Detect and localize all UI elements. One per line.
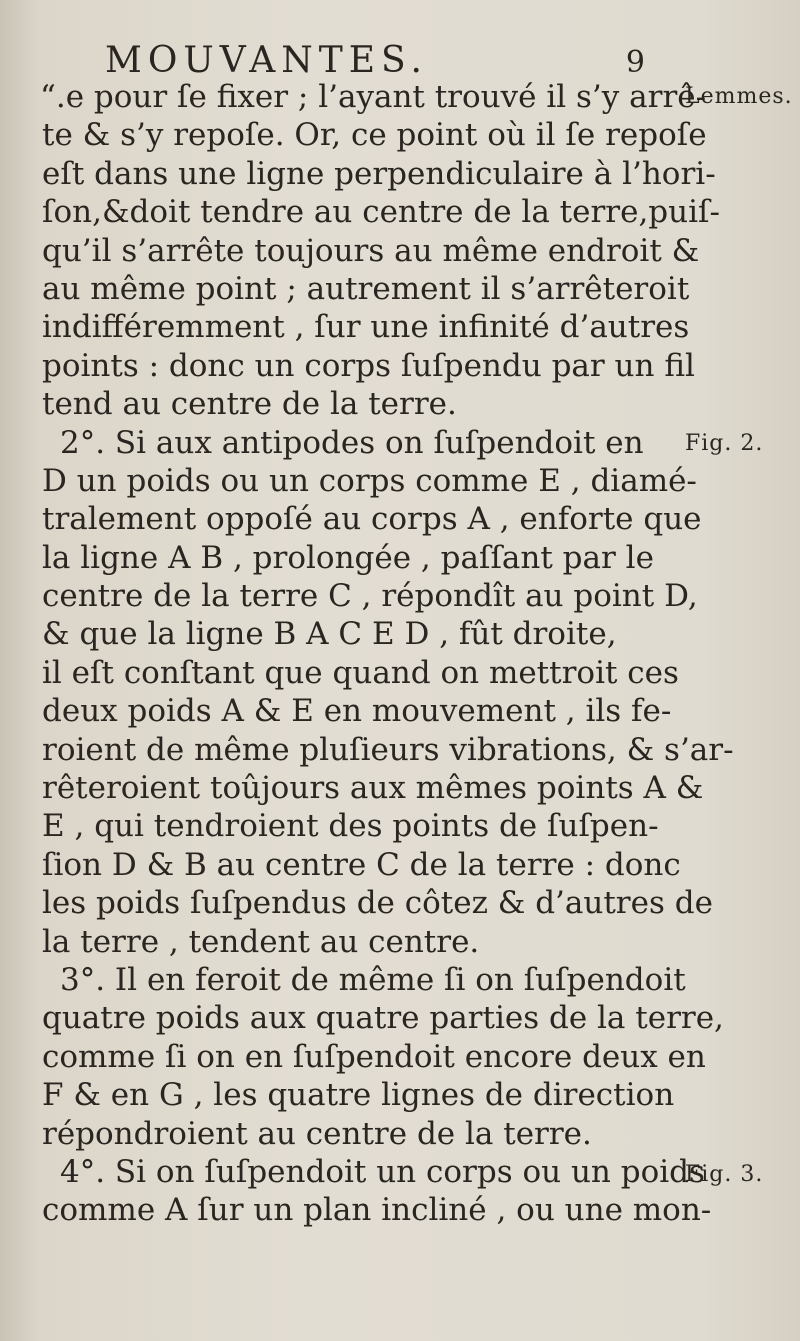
text-line: eſt dans une ligne perpendiculaire à l’hori- — [42, 155, 716, 192]
text-line: tend au centre de la terre. — [42, 386, 457, 423]
page-number: 9 — [625, 45, 645, 80]
text-line: la terre , tendent au centre. — [42, 923, 480, 960]
text-line: “.e pour ſe fixer ; l’ayant trouvé il s’y arrê- — [40, 79, 707, 115]
text-line: points : donc un corps ſuſpendu par un fil — [42, 347, 695, 384]
page-header — [105, 40, 665, 81]
text-line: il eſt conſtant que quand on mettroit ces — [42, 654, 679, 691]
text-line: répondroient au centre de la terre. — [42, 1115, 592, 1152]
text-line: tralement oppoſé au corps A , enforte que — [42, 501, 702, 538]
text-line: E , qui tendroient des points de ſuſpen- — [42, 808, 659, 845]
text-line: & que la ligne B A C E D , fût droite, — [42, 616, 617, 653]
text-line: centre de la terre C , répondît au point D, — [42, 578, 698, 615]
text-line: comme ſi on en ſuſpendoit encore deux en — [42, 1038, 706, 1075]
text-line: 2°. Si aux antipodes on ſuſpendoit en — [60, 424, 644, 461]
text-line: roient de même pluſieurs vibrations, & s’ar- — [42, 731, 734, 768]
text-line: D un poids ou un corps comme E , diamé- — [42, 462, 697, 499]
text-line: au même point ; autrement il s’arrêteroit — [42, 270, 690, 307]
text-line: la ligne A B , prolongée , paſſant par le — [42, 539, 654, 576]
text-line: ſion D & B au centre C de la terre : donc — [42, 846, 681, 883]
text-line: comme A ſur un plan incliné , ou une mon- — [42, 1192, 712, 1229]
text-line: rêteroient toûjours aux mêmes points A & — [42, 770, 704, 807]
text-line: te & s’y repoſe. Or, ce point où il ſe repoſe — [42, 117, 707, 154]
text-line: 3°. Il en feroit de même ſi on ſuſpendoit — [60, 961, 686, 998]
text-line: deux poids A & E en mouvement , ils fe- — [42, 693, 672, 730]
text-line: quatre poids aux quatre parties de la terre, — [42, 1000, 724, 1037]
text-line: qu’il s’arrête toujours au même endroit & — [42, 232, 700, 269]
margin-note-fig-2: Fig. 2. — [685, 431, 764, 456]
text-line: indifféremment , ſur une infinité d’autres — [42, 309, 690, 346]
text-line: les poids ſuſpendus de côtez & d’autres de — [42, 885, 713, 922]
running-head: MOUVANTES. — [105, 40, 428, 81]
margin-note-lemmes: Lemmes. — [685, 84, 793, 109]
margin-note-fig-3: Fig. 3. — [685, 1162, 764, 1187]
text-line: 4°. Si on ſuſpendoit un corps ou un poids — [60, 1153, 705, 1190]
text-line: F & en G , les quatre lignes de direction — [42, 1077, 675, 1114]
text-line: ſon,&doit tendre au centre de la terre,puiſ- — [42, 194, 720, 231]
